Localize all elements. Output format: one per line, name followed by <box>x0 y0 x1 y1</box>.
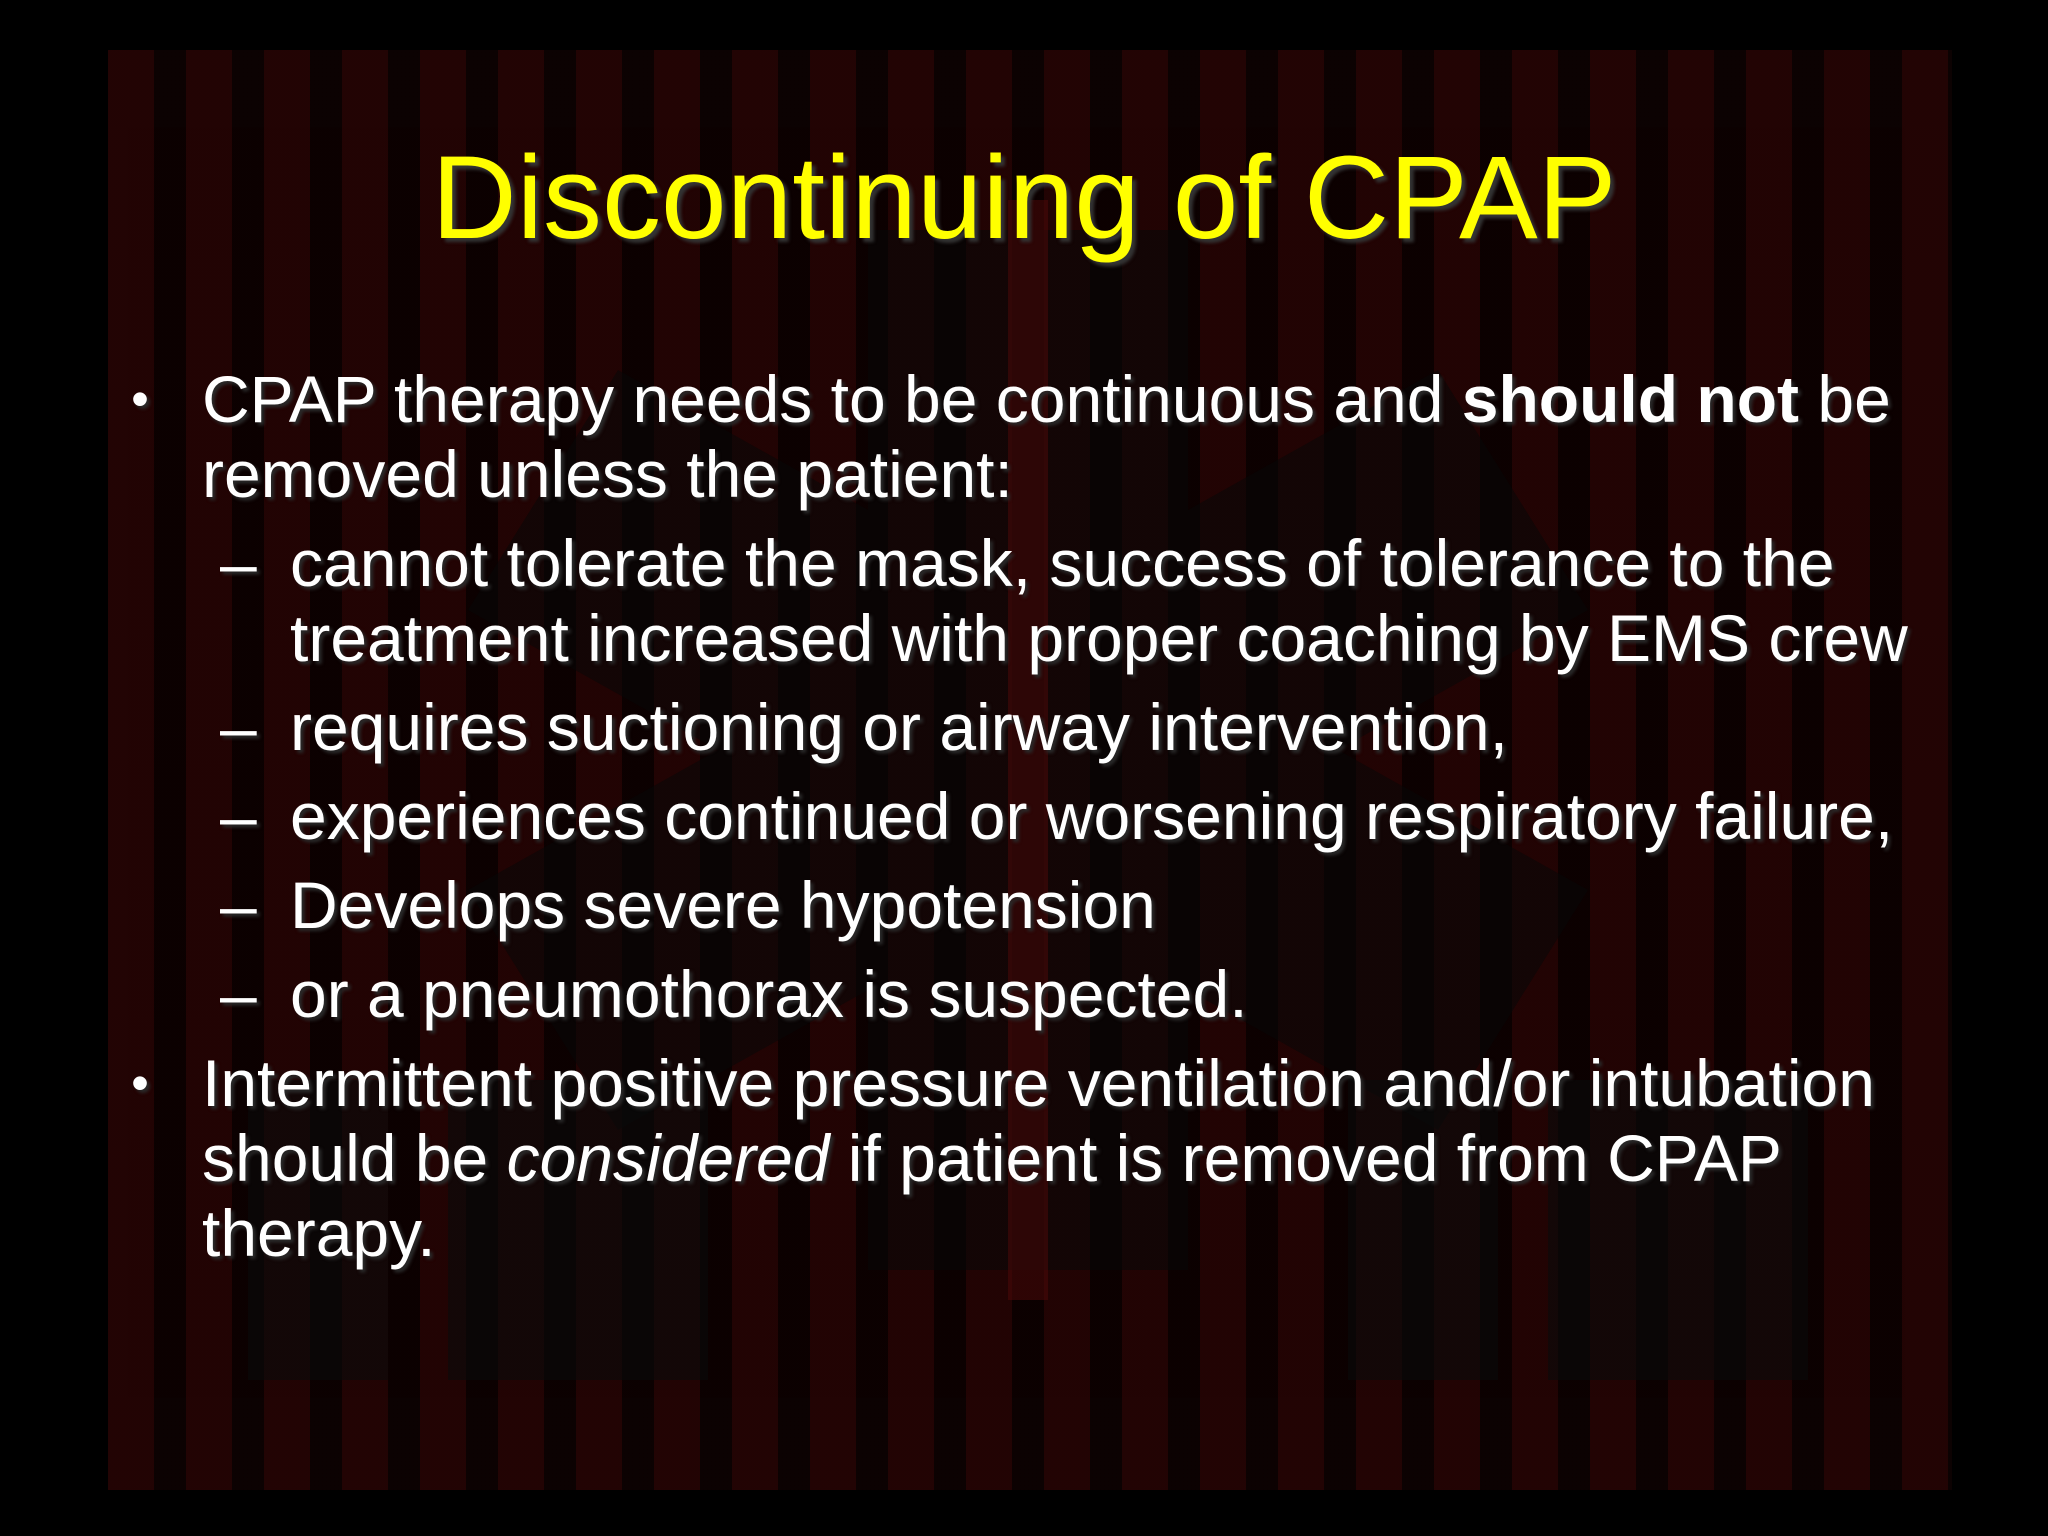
sub-item-4 <box>120 868 1960 943</box>
dash-icon: – <box>220 868 257 942</box>
bullet-item-1 <box>120 362 1960 512</box>
dash-icon: – <box>220 690 257 764</box>
sub-item-3 <box>120 779 1960 854</box>
bullet-2-italic: considered <box>506 1121 830 1195</box>
bullet-dot-icon: • <box>131 1055 149 1111</box>
sub-item-1 <box>120 526 1960 676</box>
slide-title: Discontinuing of CPAP <box>431 132 1617 264</box>
bullet-dot-icon: • <box>131 371 149 427</box>
bullet-1-tail: be removed unless the patient: <box>202 362 1891 511</box>
bullet-item-2 <box>120 1046 1960 1271</box>
sub-item-text: requires suctioning or airway intervention, <box>290 690 1508 764</box>
sub-item-text: experiences continued or worsening respiratory failure, <box>290 779 1894 853</box>
dash-icon: – <box>220 526 257 600</box>
sub-item-text: Develops severe hypotension <box>290 868 1156 942</box>
slide-body <box>120 362 1960 1271</box>
dash-icon: – <box>220 957 257 1031</box>
bullet-2-lead: Intermittent positive pressure ventilation and/or intubation should be <box>202 1046 1875 1195</box>
sub-item-text: cannot tolerate the mask, success of tolerance to the treatment increased with proper coaching by EMS crew <box>290 526 1908 675</box>
sub-item-2 <box>120 690 1960 765</box>
bullet-2-tail: if patient is removed from CPAP therapy. <box>202 1121 1781 1270</box>
bullet-1-bold: should not <box>1461 362 1800 436</box>
dash-icon: – <box>220 779 257 853</box>
bullet-1-lead: CPAP therapy needs to be continuous and <box>202 362 1462 436</box>
sub-item-5 <box>120 957 1960 1032</box>
sub-item-text: or a pneumothorax is suspected. <box>290 957 1248 1031</box>
